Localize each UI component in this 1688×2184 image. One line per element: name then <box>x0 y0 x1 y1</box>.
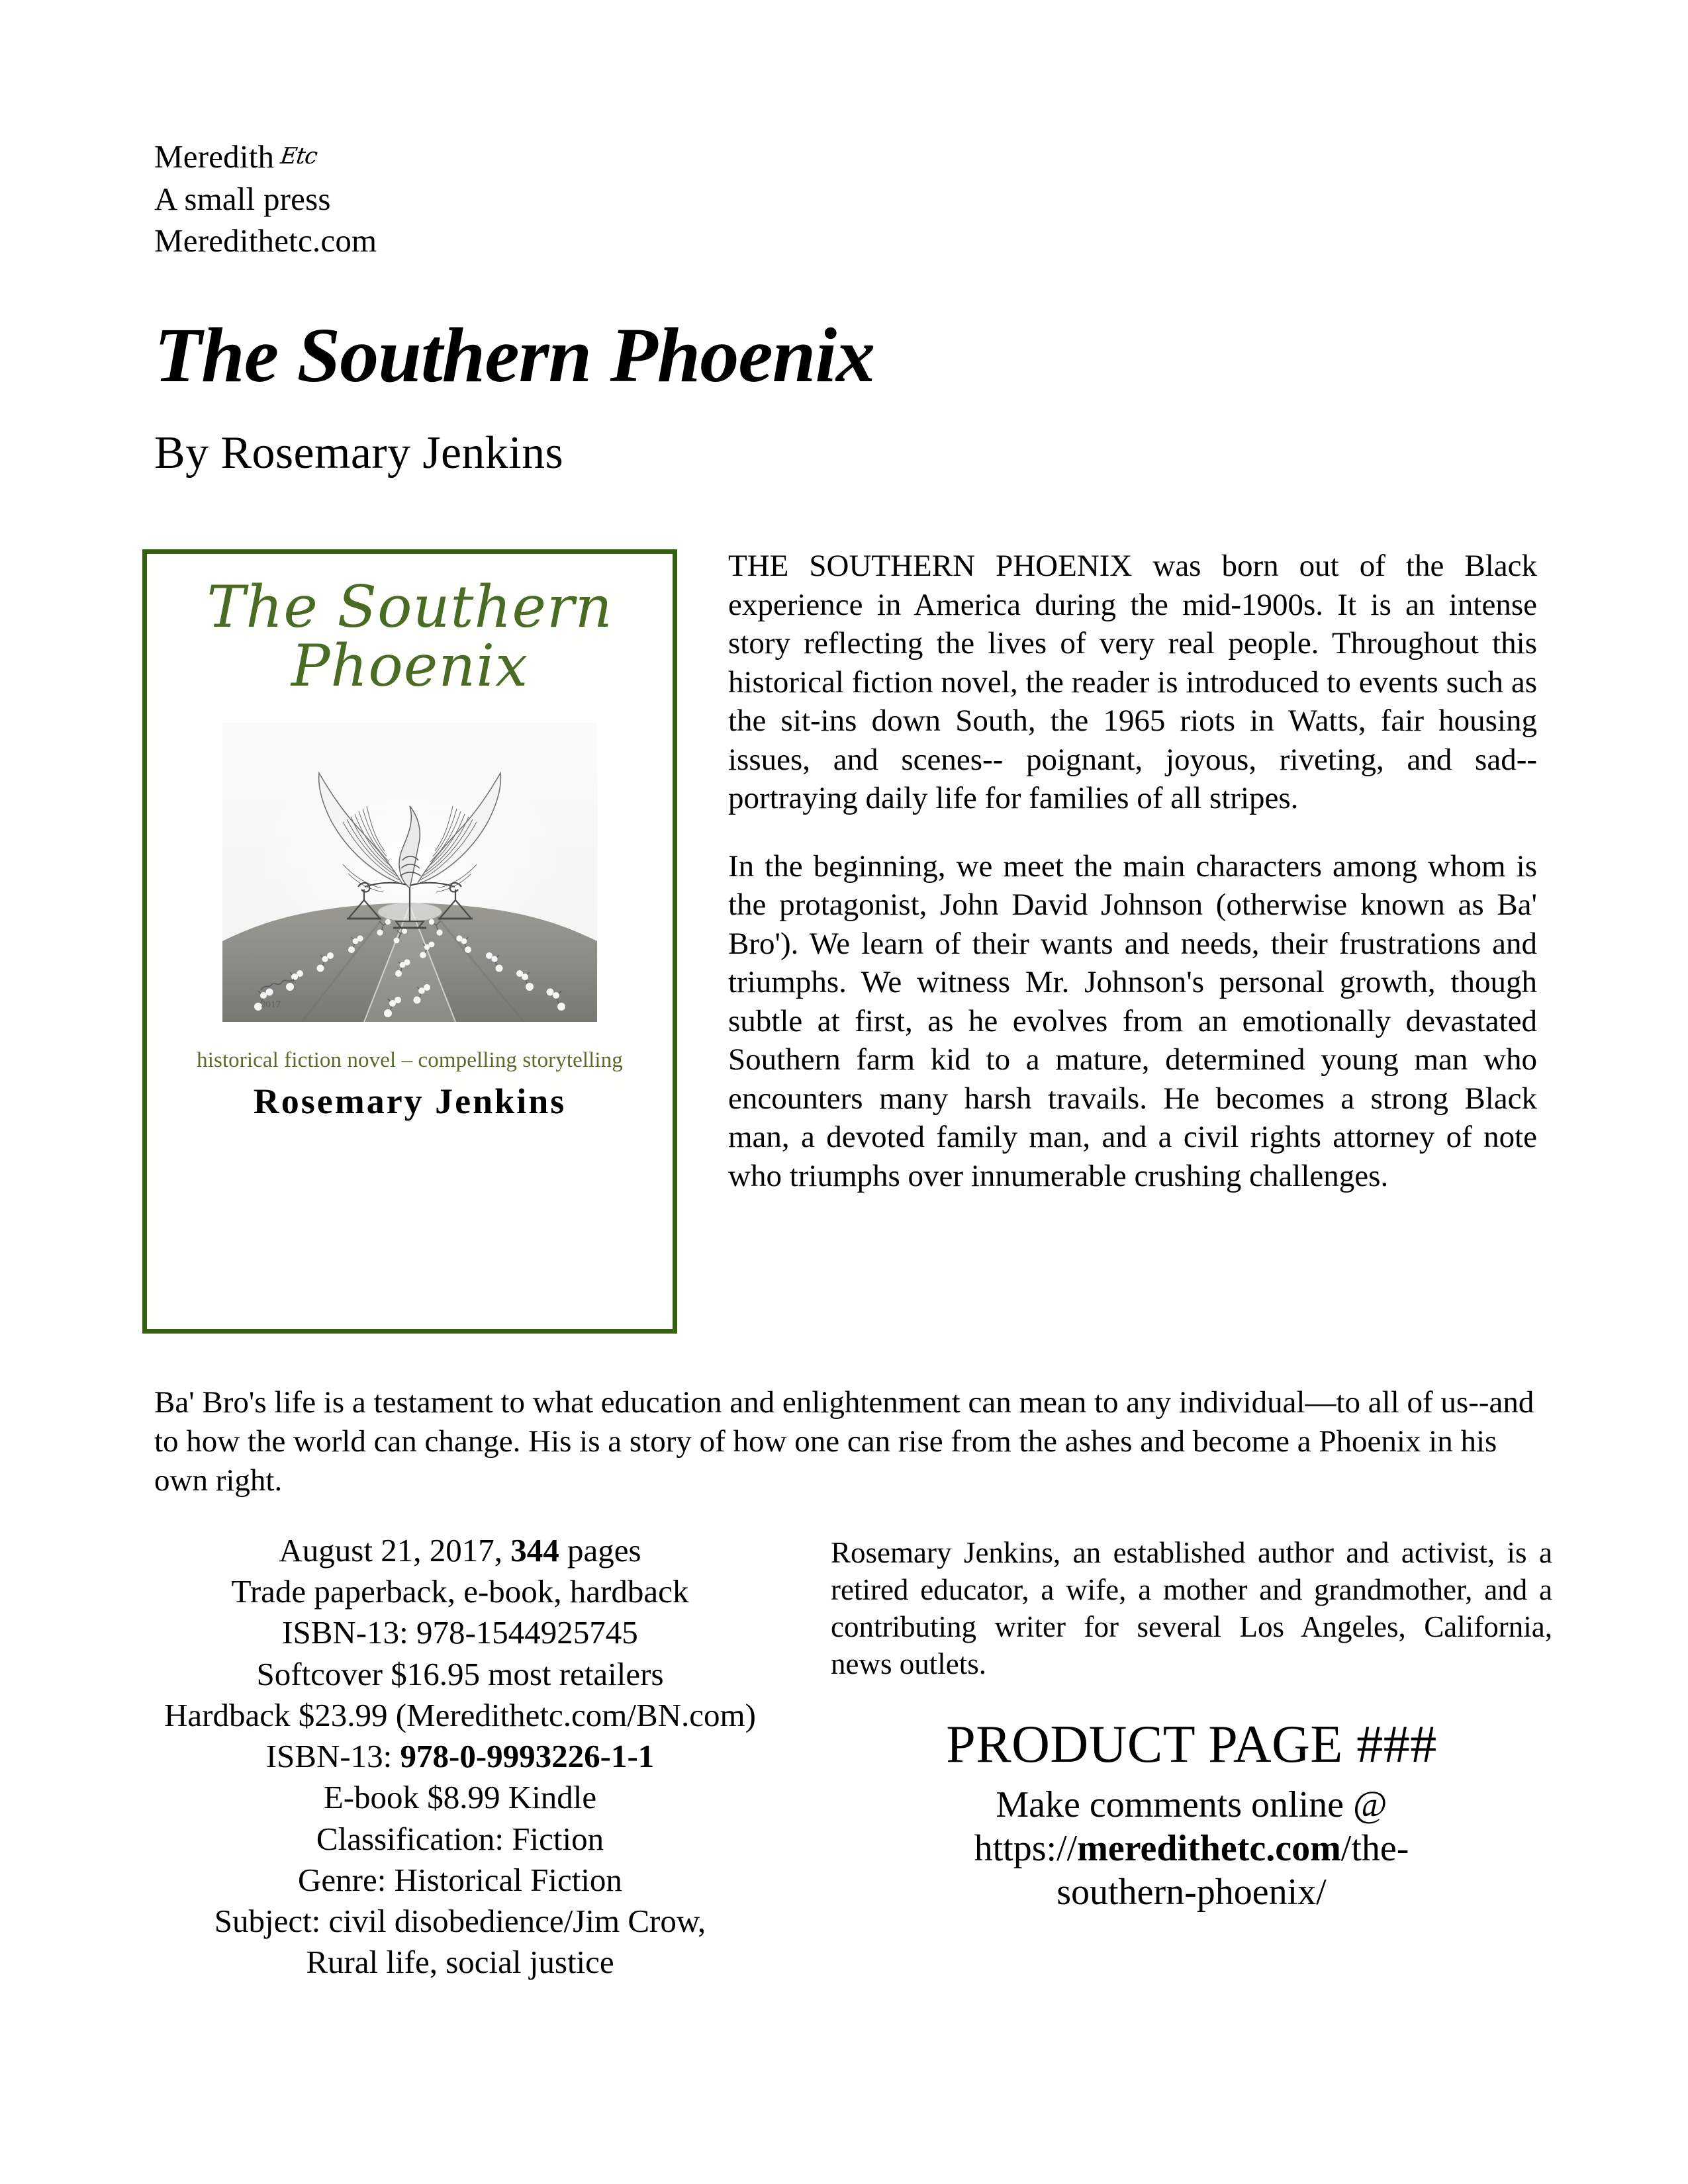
author-bio-text: Rosemary Jenkins, an established author and activist, is a retired educator, a wife, a mother and grandmother, and a contributing writer for several Los Angeles, California, news outlets. <box>831 1536 1552 1681</box>
detail-page-count: 344 <box>510 1532 559 1569</box>
author-bio-column <box>831 1534 1552 1914</box>
url-prefix: https:// <box>974 1828 1078 1870</box>
url-path-line-2: southern-phoenix/ <box>1056 1872 1327 1913</box>
svg-text:2017: 2017 <box>261 999 281 1010</box>
cover-author-name: Rosemary Jenkins <box>253 1081 567 1121</box>
synopsis-paragraph-2: In the beginning, we meet the main characters among whom is the protagonist, John David Johnson (otherwise known as Ba' Bro'). We learn of their wants and needs, their frustrations and triumphs. We witness Mr. Johnson's personal growth, though subtle at first, as he evolves from an emotionally devastated Southern farm kid to a mature, determined young man who encounters many harsh travails. He becomes a strong Black man, a devoted family man, and a civil rights attorney of note who triumphs over innumerable crushing challenges. <box>728 848 1537 1193</box>
detail-pages-label: pages <box>559 1532 641 1569</box>
publisher-etc-script: Etc <box>279 143 319 169</box>
detail-subject-line-2: Rural life, social justice <box>306 1944 614 1981</box>
publisher-name-line <box>154 136 377 178</box>
cover-artwork <box>222 723 597 1022</box>
synopsis-paragraph-1: THE SOUTHERN PHOENIX was born out of the Black experience in America during the mid-1900s. It is an intense story reflecting the lives of very real people. Throughout this historical fiction novel, the reader is introduced to events such as the sit-ins down South, the 1965 riots in Watts, fair housing issues, and scenes-- poignant, joyous, riveting, and sad-- portraying daily life for families of all stripes. <box>728 549 1537 815</box>
make-comments-label: Make comments online @ <box>996 1784 1387 1826</box>
publication-details <box>99 1530 821 1983</box>
product-page-url[interactable] <box>831 1827 1552 1914</box>
detail-isbn-label: ISBN-13: <box>265 1738 400 1775</box>
page-title: The Southern Phoenix <box>154 312 875 398</box>
cover-title-line-2: Phoenix <box>291 632 529 700</box>
detail-date: August 21, 2017, <box>279 1532 511 1569</box>
detail-isbn-softcover: ISBN-13: 978-1544925745 <box>282 1614 638 1651</box>
synopsis-column <box>728 547 1537 1195</box>
publisher-descriptor: A small press <box>154 180 331 217</box>
detail-classification: Classification: Fiction <box>316 1820 604 1857</box>
cover-title-line-1: The Southern <box>207 573 613 641</box>
url-path-line-1: /the- <box>1340 1828 1409 1870</box>
page-byline: By Rosemary Jenkins <box>154 428 564 478</box>
detail-subject-line-1: Subject: civil disobedience/Jim Crow, <box>214 1902 706 1939</box>
cover-tagline: historical fiction novel – compelling storytelling <box>197 1048 623 1072</box>
cover-title <box>147 573 673 700</box>
detail-date-pages <box>99 1530 821 1571</box>
detail-genre: Genre: Historical Fiction <box>298 1861 622 1898</box>
publisher-name: Meredith <box>154 138 275 175</box>
closing-paragraph: Ba' Bro's life is a testament to what education and enlightenment can mean to any individual—to all of us--and to how the world can change. His is a story of how one can rise from the ashes and become a Phoenix in his own right. <box>154 1385 1534 1498</box>
detail-isbn-value: 978-0-9993226-1-1 <box>400 1738 655 1775</box>
publisher-masthead <box>154 136 377 262</box>
detail-softcover-price: Softcover $16.95 most retailers <box>256 1655 664 1692</box>
detail-hardback-price: Hardback $23.99 (Meredithetc.com/BN.com) <box>164 1696 756 1733</box>
detail-formats: Trade paperback, e-book, hardback <box>231 1573 689 1610</box>
publisher-website: Meredithetc.com <box>154 222 377 259</box>
product-page-heading: PRODUCT PAGE ### <box>946 1715 1437 1774</box>
phoenix-scales-illustration <box>222 723 597 1022</box>
detail-isbn-hardback <box>99 1736 821 1777</box>
book-cover <box>142 549 677 1334</box>
detail-ebook-price: E-book $8.99 Kindle <box>323 1779 597 1816</box>
url-domain: meredithetc.com <box>1077 1828 1341 1870</box>
